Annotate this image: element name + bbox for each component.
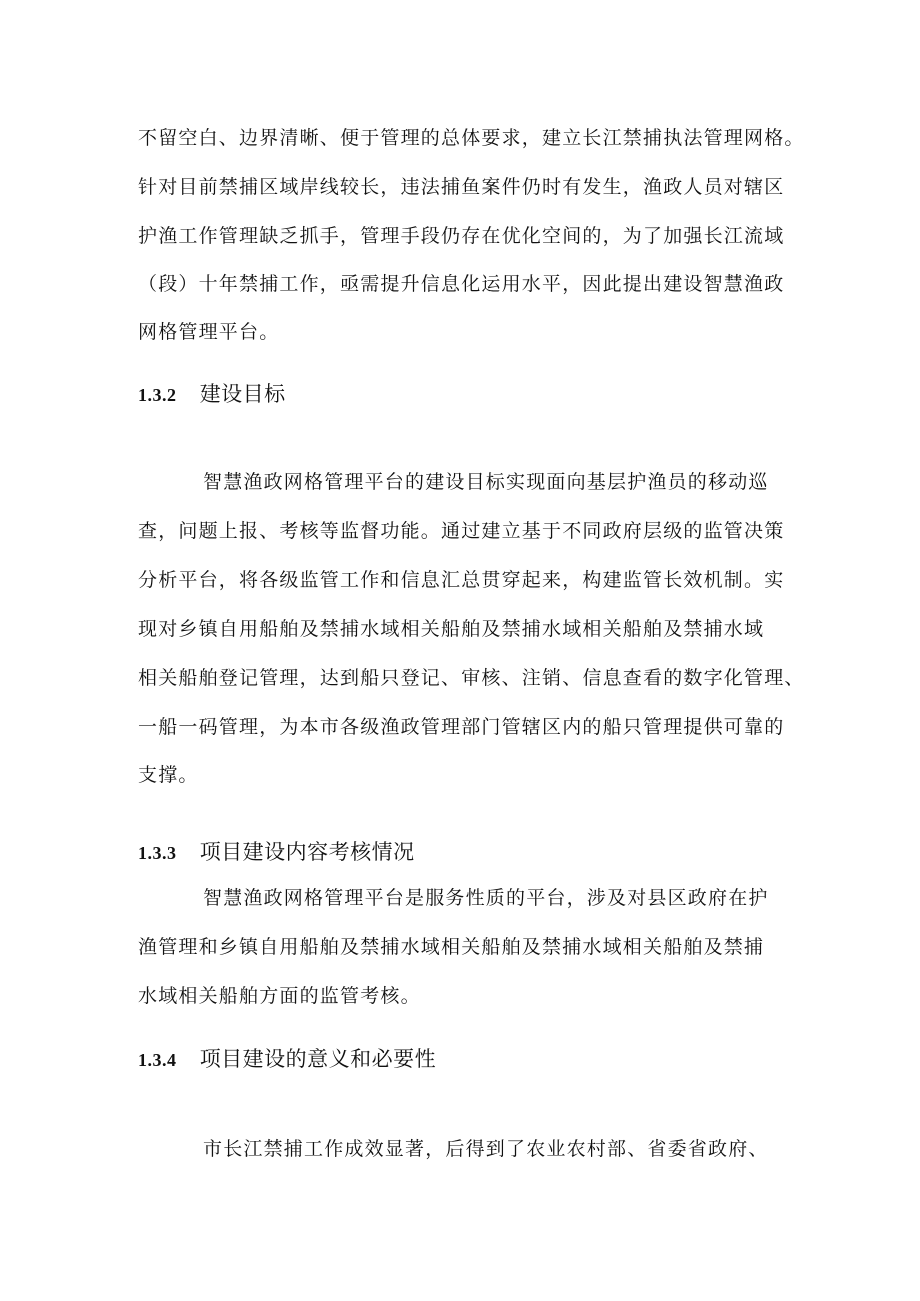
paragraph-line: 不留空白、边界清晰、便于管理的总体要求，建立长江禁捕执法管理网格。 xyxy=(138,127,805,149)
paragraph-line: 针对目前禁捕区域岸线较长，违法捕鱼案件仍时有发生，渔政人员对辖区 xyxy=(138,176,785,198)
paragraph-line: 相关船舶登记管理，达到船只登记、审核、注销、信息查看的数字化管理、 xyxy=(138,667,805,689)
paragraph-line: 支撑。 xyxy=(138,764,199,786)
paragraph-line: 水域相关船舶方面的监管考核。 xyxy=(138,985,421,1007)
paragraph-line: 查，问题上报、考核等监督功能。通过建立基于不同政府层级的监管决策 xyxy=(138,520,785,542)
paragraph-line: （段）十年禁捕工作，亟需提升信息化运用水平，因此提出建设智慧渔政 xyxy=(138,273,785,295)
paragraph-line: 渔管理和乡镇自用船舶及禁捕水域相关船舶及禁捕水域相关船舶及禁捕 xyxy=(138,936,765,958)
section-number: 1.3.3 xyxy=(138,843,177,863)
section-title: 建设目标 xyxy=(199,382,286,406)
section-heading-1-3-4 xyxy=(138,1045,798,1074)
section-title: 项目建设的意义和必要性 xyxy=(199,1047,437,1071)
section-number: 1.3.4 xyxy=(138,1050,177,1070)
section-heading-1-3-2 xyxy=(138,380,798,409)
paragraph-line: 网格管理平台。 xyxy=(138,321,280,343)
section-heading-1-3-3 xyxy=(138,838,798,867)
paragraph-line: 一船一码管理，为本市各级渔政管理部门管辖区内的船只管理提供可靠的 xyxy=(138,716,785,738)
paragraph-line: 智慧渔政网格管理平台是服务性质的平台，涉及对县区政府在护 xyxy=(203,887,769,909)
paragraph-line: 智慧渔政网格管理平台的建设目标实现面向基层护渔员的移动巡 xyxy=(203,471,769,493)
paragraph-line: 市长江禁捕工作成效显著，后得到了农业农村部、省委省政府、 xyxy=(203,1138,769,1160)
section-number: 1.3.2 xyxy=(138,385,177,405)
section-title: 项目建设内容考核情况 xyxy=(199,840,415,864)
paragraph-line: 护渔工作管理缺乏抓手，管理手段仍存在优化空间的，为了加强长江流域 xyxy=(138,225,785,247)
paragraph-line: 分析平台，将各级监管工作和信息汇总贯穿起来，构建监管长效机制。实 xyxy=(138,569,785,591)
paragraph-line: 现对乡镇自用船舶及禁捕水域相关船舶及禁捕水域相关船舶及禁捕水域 xyxy=(138,618,765,640)
